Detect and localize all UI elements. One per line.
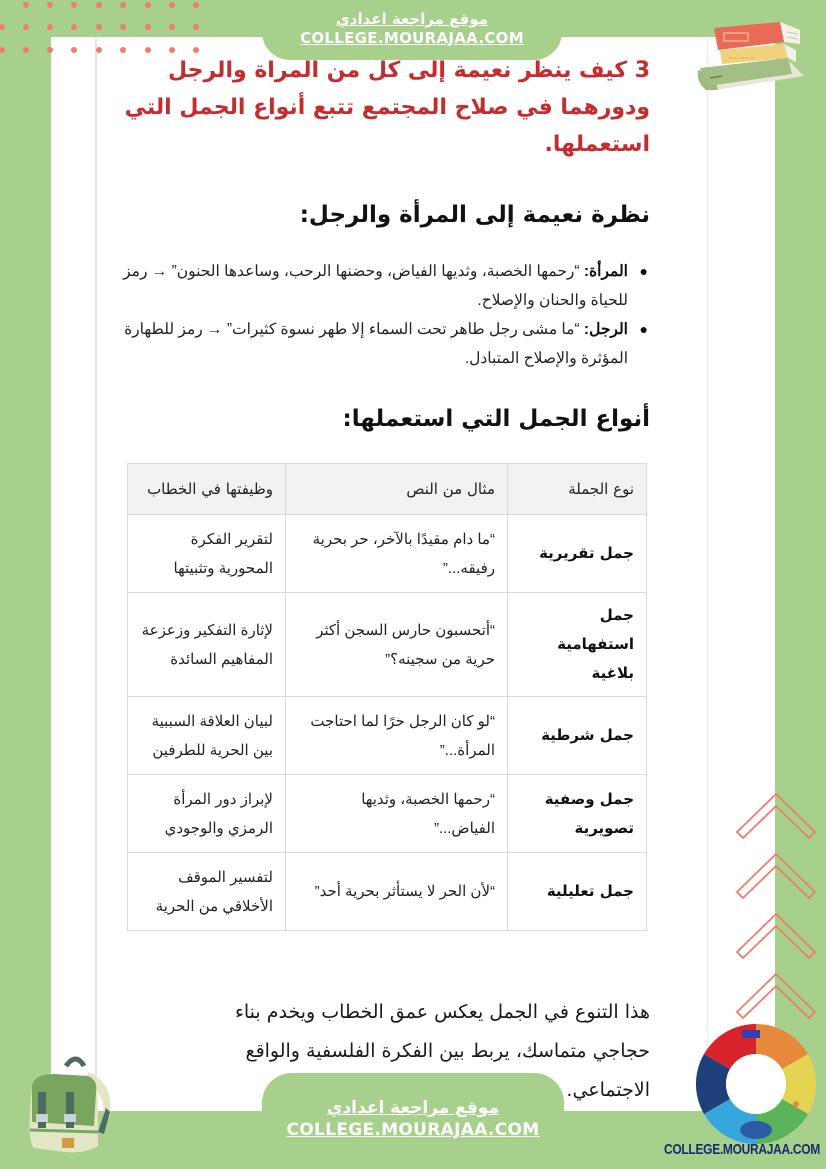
cell-function: لإثارة التفكير وزعزعة المفاهيم السائدة <box>128 593 286 697</box>
list-item-man <box>120 315 650 373</box>
table-row <box>128 593 647 697</box>
site-name-arabic[interactable]: موقع مراجعة اعدادي <box>326 1098 500 1118</box>
dot-pattern <box>0 0 210 60</box>
cell-type: جمل استفهامية بلاغية <box>508 593 647 697</box>
table-row <box>128 697 647 775</box>
column-header-type: نوع الجملة <box>508 464 647 515</box>
table-header-row <box>128 464 647 515</box>
frame-left <box>0 0 51 1169</box>
perspective-list <box>120 257 650 373</box>
books-icon <box>692 10 812 96</box>
sentence-types-table <box>127 463 647 931</box>
logo-domain-text: COLLEGE.MOURAJAA.COM <box>664 1140 821 1158</box>
cell-function: لتقرير الفكرة المحورية وتثبيتها <box>128 515 286 593</box>
question-heading: 3 كيف ينظر نعيمة إلى كل من المراة والرجل ودورهما في صلاح المجتمع تتبع أنواع الجمل التي استعملها. <box>124 58 650 157</box>
page-margin-rule-right <box>707 37 708 1087</box>
site-name-arabic[interactable]: موقع مراجعة اعدادي <box>336 10 488 28</box>
cell-function: لتفسير الموقف الأخلاقي من الحرية <box>128 853 286 931</box>
list-term: الرجل: <box>583 321 628 338</box>
table-row <box>128 515 647 593</box>
cell-example: “ما دام مقيدًا بالآخر، حر بحرية رفيقه...” <box>286 515 508 593</box>
cell-type: جمل وصفية تصويرية <box>508 775 647 853</box>
cell-example: “لأن الحر لا يستأثر بحرية أحد” <box>286 853 508 931</box>
document-body <box>120 52 650 1110</box>
bullet-icon: ● <box>639 321 648 337</box>
column-header-function: وظيفتها في الخطاب <box>128 464 286 515</box>
table-row <box>128 853 647 931</box>
section-title-perspective: نظرة نعيمة إلى المرأة والرجل: <box>299 202 650 228</box>
subjects-wheel-logo-icon <box>694 1022 818 1146</box>
cell-type: جمل شرطية <box>508 697 647 775</box>
cell-type: جمل تقريرية <box>508 515 647 593</box>
svg-text:~~ ~~~: ~~ ~~~ <box>728 55 756 62</box>
table-row <box>128 775 647 853</box>
site-domain-link[interactable]: COLLEGE.MOURAJAA.COM <box>286 1120 540 1140</box>
site-banner-bottom[interactable] <box>262 1073 564 1169</box>
list-text: “ما مشى رجل طاهر تحت السماء إلا طهر نسوة كثيرات” → رمز للطهارة المؤثرة والإصلاح المتبادل. <box>124 321 628 367</box>
cell-type: جمل تعليلية <box>508 853 647 931</box>
bullet-icon: ● <box>639 263 648 279</box>
list-term: المرأة: <box>583 263 628 280</box>
list-item-woman <box>120 257 650 315</box>
conclusion-paragraph: هذا التنوع في الجمل يعكس عمق الخطاب ويخدم بناء حجاجي متماسك، يربط بين الفكرة الفلسفية والواقع الاجتماعي. <box>234 1001 650 1101</box>
section-title-sentence-types: أنواع الجمل التي استعملها: <box>342 406 650 432</box>
cell-example: “أتحسبون حارس السجن أكثر حرية من سجينه؟” <box>286 593 508 697</box>
page-margin-rule <box>95 37 97 1111</box>
chevron-up-icon <box>733 790 819 1030</box>
column-header-example: مثال من النص <box>286 464 508 515</box>
site-banner-top[interactable] <box>262 0 562 60</box>
site-domain-link[interactable]: COLLEGE.MOURAJAA.COM <box>300 29 524 47</box>
list-text: “رحمها الخصبة، وثديها الفياض، وحضنها الرحب، وساعدها الحنون” → رمز للحياة والحنان والإصلاح. <box>123 263 628 309</box>
cell-function: لبيان العلاقة السببية بين الحرية للطرفين <box>128 697 286 775</box>
cell-function: لإبراز دور المرأة الرمزي والوجودي <box>128 775 286 853</box>
cell-example: “لو كان الرجل حرًا لما احتاجت المرأة...” <box>286 697 508 775</box>
cell-example: “رحمها الخصبة، وثديها الفياض...” <box>286 775 508 853</box>
backpack-icon <box>14 1052 114 1156</box>
